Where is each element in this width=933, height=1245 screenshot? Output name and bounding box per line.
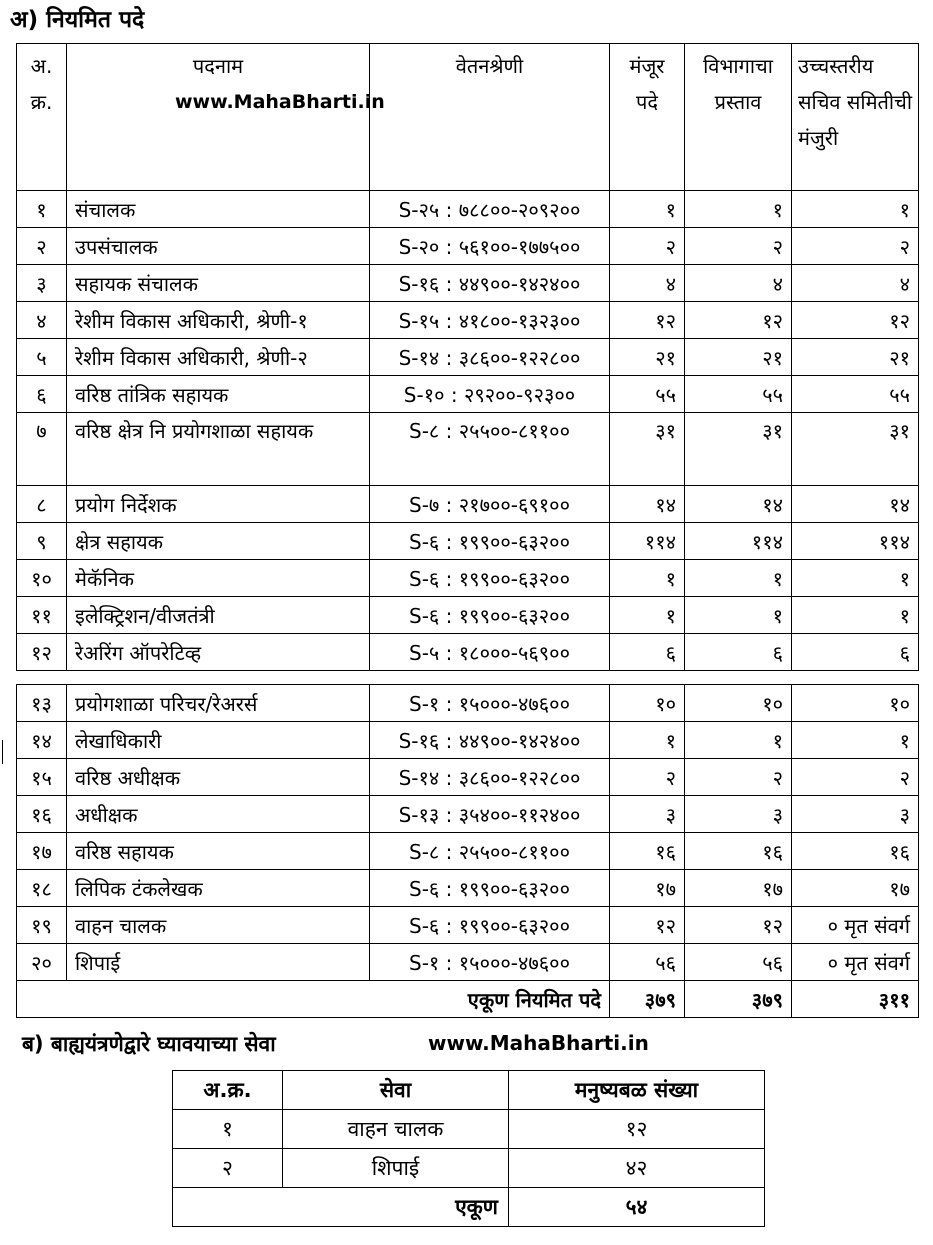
cell-sr: ११ xyxy=(17,597,67,634)
cell-committee: १७ xyxy=(792,870,919,907)
svc-total-label: एकूण xyxy=(173,1188,509,1227)
cell-sr: ९ xyxy=(17,523,67,560)
header-dept: विभागाचा प्रस्ताव xyxy=(685,44,792,191)
table-row xyxy=(17,339,919,376)
cell-pay: S-१५ : ४१८००-१३२३०० xyxy=(370,302,610,339)
table-row xyxy=(17,685,919,722)
cell-committee: १ xyxy=(792,191,919,228)
cell-sanctioned: १२ xyxy=(610,302,685,339)
header-sanctioned: मंजूर पदे xyxy=(610,44,685,191)
svc-header-service: सेवा xyxy=(283,1071,509,1110)
section-b-title: ब) बाह्ययंत्रणेद्वारे घ्यावयाच्या सेवा xyxy=(22,1032,276,1056)
cell-post: वरिष्ठ क्षेत्र नि प्रयोगशाळा सहायक xyxy=(67,413,370,486)
svc-header-count: मनुष्यबळ संख्या xyxy=(509,1071,765,1110)
table-header-row xyxy=(17,44,919,191)
cell-sr: १८ xyxy=(17,870,67,907)
cell-post: इलेक्ट्रिशन/वीजतंत्री xyxy=(67,597,370,634)
cell-committee: ० मृत संवर्ग xyxy=(792,944,919,981)
table-row xyxy=(17,523,919,560)
cell-pay: S-१४ : ३८६००-१२२८०० xyxy=(370,759,610,796)
cell-dept: ३ xyxy=(685,796,792,833)
cell-sanctioned: १ xyxy=(610,722,685,759)
cell-pay: S-७ : २१७००-६९१०० xyxy=(370,486,610,523)
section-a-title: अ) नियमित पदे xyxy=(10,7,145,33)
outsourced-services-table xyxy=(172,1070,765,1227)
total-sanctioned: ३७९ xyxy=(610,981,685,1018)
cell-sr: ४ xyxy=(17,302,67,339)
cell-dept: २ xyxy=(685,759,792,796)
cell-pay: S-८ : २५५००-८११०० xyxy=(370,833,610,870)
cell-dept: २१ xyxy=(685,339,792,376)
cell-pay: S-२५ : ७८८००-२०९२०० xyxy=(370,191,610,228)
cell-pay: S-१ : १५०००-४७६०० xyxy=(370,685,610,722)
cell-sanctioned: ५५ xyxy=(610,376,685,413)
cell-sr: २० xyxy=(17,944,67,981)
cell-pay: S-६ : १९९००-६३२०० xyxy=(370,560,610,597)
table-spacer xyxy=(17,671,919,685)
cell-committee: ० मृत संवर्ग xyxy=(792,907,919,944)
cell-sr: ५ xyxy=(17,339,67,376)
cell-post: रेअरिंग ऑपरेटिव्ह xyxy=(67,634,370,671)
cell-post: लेखाधिकारी xyxy=(67,722,370,759)
cell-post: वाहन चालक xyxy=(67,907,370,944)
cell-post: प्रयोग निर्देशक xyxy=(67,486,370,523)
cell-post: क्षेत्र सहायक xyxy=(67,523,370,560)
cell-sanctioned: १ xyxy=(610,597,685,634)
cell-committee: ११४ xyxy=(792,523,919,560)
cell-sanctioned: २१ xyxy=(610,339,685,376)
cell-sanctioned: १ xyxy=(610,560,685,597)
spacer-cell xyxy=(17,671,919,685)
cell-pay: S-१ : १५०००-४७६०० xyxy=(370,944,610,981)
cell-sr: १९ xyxy=(17,907,67,944)
cell-sr: ७ xyxy=(17,413,67,486)
cell-dept: ५५ xyxy=(685,376,792,413)
cell-sanctioned: १२ xyxy=(610,907,685,944)
regular-posts-table xyxy=(16,43,919,1018)
cell-dept: १६ xyxy=(685,833,792,870)
table-row xyxy=(17,944,919,981)
cell-pay: S-१६ : ४४९००-१४२४०० xyxy=(370,265,610,302)
cell-sr: १ xyxy=(17,191,67,228)
table-row xyxy=(17,486,919,523)
cell-dept: ३१ xyxy=(685,413,792,486)
header-committee: उच्चस्तरीय सचिव समितीची मंजुरी xyxy=(792,44,919,191)
cell-committee: १२ xyxy=(792,302,919,339)
cell-post: वरिष्ठ तांत्रिक सहायक xyxy=(67,376,370,413)
cell-dept: १२ xyxy=(685,302,792,339)
table-row xyxy=(17,413,919,486)
cell-post: सहायक संचालक xyxy=(67,265,370,302)
cell-pay: S-१३ : ३५४००-११२४०० xyxy=(370,796,610,833)
cell-sr: १६ xyxy=(17,796,67,833)
header-sr: अ. क्र. xyxy=(17,44,67,191)
cell-post: प्रयोगशाळा परिचर/रेअरर्स xyxy=(67,685,370,722)
table-row xyxy=(17,302,919,339)
cell-committee: १६ xyxy=(792,833,919,870)
cell-dept: ५६ xyxy=(685,944,792,981)
cell-sr: ६ xyxy=(17,376,67,413)
cell-dept: १ xyxy=(685,597,792,634)
cell-sr: १४ xyxy=(17,722,67,759)
cell-sanctioned: १ xyxy=(610,191,685,228)
cell-committee: ५५ xyxy=(792,376,919,413)
svc-total-row xyxy=(173,1188,765,1227)
cell-dept: १ xyxy=(685,191,792,228)
table-row xyxy=(17,191,919,228)
cell-pay: S-६ : १९९००-६३२०० xyxy=(370,907,610,944)
cell-post: शिपाई xyxy=(67,944,370,981)
watermark-text: www.MahaBharti.in xyxy=(175,91,385,113)
margin-mark xyxy=(2,740,3,764)
cell-pay: S-६ : १९९००-६३२०० xyxy=(370,870,610,907)
cell-dept: १४ xyxy=(685,486,792,523)
cell-committee: २१ xyxy=(792,339,919,376)
cell-sanctioned: ४ xyxy=(610,265,685,302)
cell-post: रेशीम विकास अधिकारी, श्रेणी-२ xyxy=(67,339,370,376)
cell-sr: १० xyxy=(17,560,67,597)
svc-header-row xyxy=(173,1071,765,1110)
cell-post: अधीक्षक xyxy=(67,796,370,833)
cell-sanctioned: ६ xyxy=(610,634,685,671)
cell-dept: १० xyxy=(685,685,792,722)
svc-row xyxy=(173,1149,765,1188)
svc-total-count: ५४ xyxy=(509,1188,765,1227)
cell-post: उपसंचालक xyxy=(67,228,370,265)
cell-post: वरिष्ठ सहायक xyxy=(67,833,370,870)
cell-post: वरिष्ठ अधीक्षक xyxy=(67,759,370,796)
svc-count: १२ xyxy=(509,1110,765,1149)
cell-sr: १२ xyxy=(17,634,67,671)
cell-dept: १ xyxy=(685,560,792,597)
cell-dept: ६ xyxy=(685,634,792,671)
table-row xyxy=(17,376,919,413)
cell-dept: २ xyxy=(685,228,792,265)
cell-post: संचालक xyxy=(67,191,370,228)
cell-committee: २ xyxy=(792,228,919,265)
cell-dept: १ xyxy=(685,722,792,759)
cell-committee: १ xyxy=(792,560,919,597)
cell-committee: १४ xyxy=(792,486,919,523)
cell-committee: १ xyxy=(792,597,919,634)
cell-sanctioned: ३१ xyxy=(610,413,685,486)
cell-pay: S-१६ : ४४९००-१४२४०० xyxy=(370,722,610,759)
table-row xyxy=(17,634,919,671)
cell-sanctioned: २ xyxy=(610,759,685,796)
cell-committee: ३ xyxy=(792,796,919,833)
cell-pay: S-८ : २५५००-८११०० xyxy=(370,413,610,486)
table-row xyxy=(17,560,919,597)
cell-sanctioned: ३ xyxy=(610,796,685,833)
watermark-text-2: www.MahaBharti.in xyxy=(428,1031,649,1055)
cell-pay: S-२० : ५६१००-१७७५०० xyxy=(370,228,610,265)
table-row xyxy=(17,833,919,870)
cell-sr: १३ xyxy=(17,685,67,722)
cell-sr: ३ xyxy=(17,265,67,302)
svc-row xyxy=(173,1110,765,1149)
total-row xyxy=(17,981,919,1018)
svc-sr: २ xyxy=(173,1149,283,1188)
svc-count: ४२ xyxy=(509,1149,765,1188)
total-dept: ३७९ xyxy=(685,981,792,1018)
cell-sanctioned: ११४ xyxy=(610,523,685,560)
cell-sr: २ xyxy=(17,228,67,265)
svc-service: वाहन चालक xyxy=(283,1110,509,1149)
table-row xyxy=(17,228,919,265)
cell-sanctioned: १० xyxy=(610,685,685,722)
cell-sanctioned: १७ xyxy=(610,870,685,907)
svc-sr: १ xyxy=(173,1110,283,1149)
cell-pay: S-५ : १८०००-५६९०० xyxy=(370,634,610,671)
table-row xyxy=(17,870,919,907)
cell-pay: S-६ : १९९००-६३२०० xyxy=(370,597,610,634)
cell-dept: १२ xyxy=(685,907,792,944)
svc-service: शिपाई xyxy=(283,1149,509,1188)
cell-committee: ४ xyxy=(792,265,919,302)
cell-committee: २ xyxy=(792,759,919,796)
cell-committee: ३१ xyxy=(792,413,919,486)
table-row xyxy=(17,597,919,634)
cell-sanctioned: ५६ xyxy=(610,944,685,981)
cell-committee: ६ xyxy=(792,634,919,671)
cell-committee: १ xyxy=(792,722,919,759)
cell-dept: १७ xyxy=(685,870,792,907)
table-row xyxy=(17,759,919,796)
cell-pay: S-६ : १९९००-६३२०० xyxy=(370,523,610,560)
cell-dept: ११४ xyxy=(685,523,792,560)
cell-pay: S-१० : २९२००-९२३०० xyxy=(370,376,610,413)
total-committee: ३११ xyxy=(792,981,919,1018)
cell-sanctioned: १४ xyxy=(610,486,685,523)
cell-post: मेकॅनिक xyxy=(67,560,370,597)
cell-sr: ८ xyxy=(17,486,67,523)
cell-sr: १७ xyxy=(17,833,67,870)
header-post xyxy=(67,44,385,191)
table-row xyxy=(17,722,919,759)
total-label: एकूण नियमित पदे xyxy=(17,981,610,1018)
cell-dept: ४ xyxy=(685,265,792,302)
cell-sanctioned: २ xyxy=(610,228,685,265)
cell-committee: १० xyxy=(792,685,919,722)
cell-post: रेशीम विकास अधिकारी, श्रेणी-१ xyxy=(67,302,370,339)
table-row xyxy=(17,907,919,944)
svc-header-sr: अ.क्र. xyxy=(173,1071,283,1110)
cell-sanctioned: १६ xyxy=(610,833,685,870)
table-row xyxy=(17,796,919,833)
cell-post: लिपिक टंकलेखक xyxy=(67,870,370,907)
header-post-label: पदनाम xyxy=(192,54,244,78)
table-row xyxy=(17,265,919,302)
cell-pay: S-१४ : ३८६००-१२२८०० xyxy=(370,339,610,376)
cell-sr: १५ xyxy=(17,759,67,796)
header-pay: वेतनश्रेणी xyxy=(370,44,610,191)
